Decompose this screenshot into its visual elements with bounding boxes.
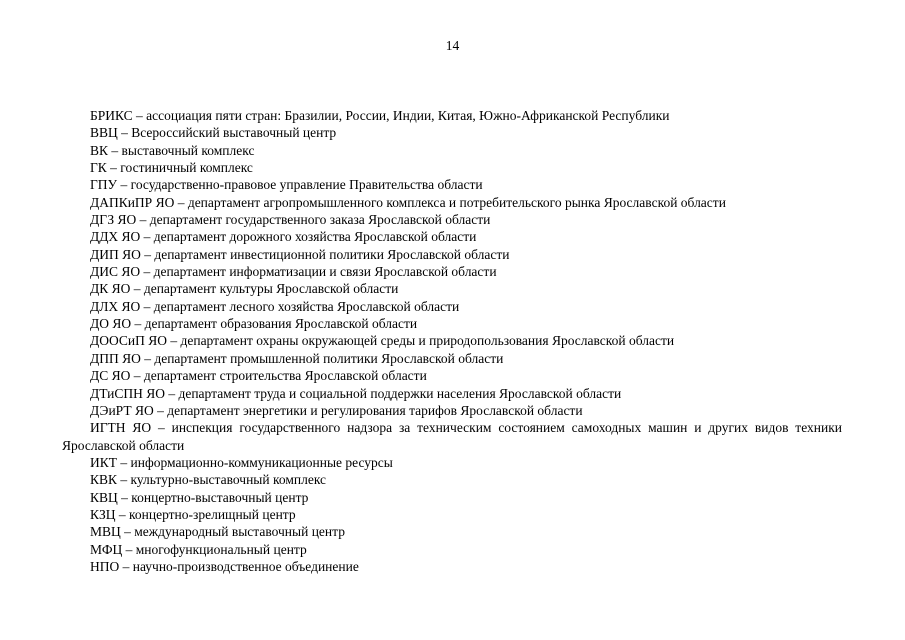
list-item: ДАПКиПР ЯО – департамент агропромышленного комплекса и потребительского рынка Ярославской области xyxy=(90,194,726,210)
list-item: ГПУ – государственно-правовое управление Правительства области xyxy=(90,177,483,193)
list-item: ДИС ЯО – департамент информатизации и связи Ярославской области xyxy=(90,264,497,280)
list-item: НПО – научно-производственное объединение xyxy=(90,558,359,574)
list-item: ДГЗ ЯО – департамент государственного заказа Ярославской области xyxy=(90,212,491,228)
list-item: ДЭиРТ ЯО – департамент энергетики и регулирования тарифов Ярославской области xyxy=(90,402,583,418)
list-item: ДТиСПН ЯО – департамент труда и социальной поддержки населения Ярославской области xyxy=(90,385,622,401)
list-item: КВЦ – концертно-выставочный центр xyxy=(90,489,309,505)
list-item: ДО ЯО – департамент образования Ярославской области xyxy=(90,316,418,332)
list-item: ДИП ЯО – департамент инвестиционной политики Ярославской области xyxy=(90,246,510,262)
list-item: ДК ЯО – департамент культуры Ярославской области xyxy=(90,281,399,297)
list-item: ИГТН ЯО – инспекция государственного надзора за техническим состоянием самоходных машин и других видов техники Ярославской области xyxy=(62,420,842,453)
page-number: 14 xyxy=(445,38,460,53)
list-item: КВК – культурно-выставочный комплекс xyxy=(90,472,327,488)
list-item: ДЛХ ЯО – департамент лесного хозяйства Ярославской области xyxy=(90,298,460,314)
list-item: ВК – выставочный комплекс xyxy=(90,142,255,158)
list-item: ВВЦ – Всероссийский выставочный центр xyxy=(90,125,337,141)
list-item: ДС ЯО – департамент строительства Ярославской области xyxy=(90,368,427,384)
list-item: ДДХ ЯО – департамент дорожного хозяйства Ярославской области xyxy=(90,229,477,245)
list-item: КЗЦ – концертно-зрелищный центр xyxy=(90,506,296,522)
list-item: ГК – гостиничный комплекс xyxy=(90,160,253,176)
list-item: ДООСиП ЯО – департамент охраны окружающей среды и природопользования Ярославской области xyxy=(90,333,675,349)
list-item: БРИКС – ассоциация пяти стран: Бразилии, России, Индии, Китая, Южно-Африканской Республики xyxy=(90,108,670,123)
list-item: МВЦ – международный выставочный центр xyxy=(90,524,345,540)
list-item: ДПП ЯО – департамент промышленной политики Ярославской области xyxy=(90,350,504,366)
abbreviations-list xyxy=(62,107,842,575)
list-item: ИКТ – информационно-коммуникационные ресурсы xyxy=(90,454,393,470)
list-item: МФЦ – многофункциональный центр xyxy=(90,541,307,557)
